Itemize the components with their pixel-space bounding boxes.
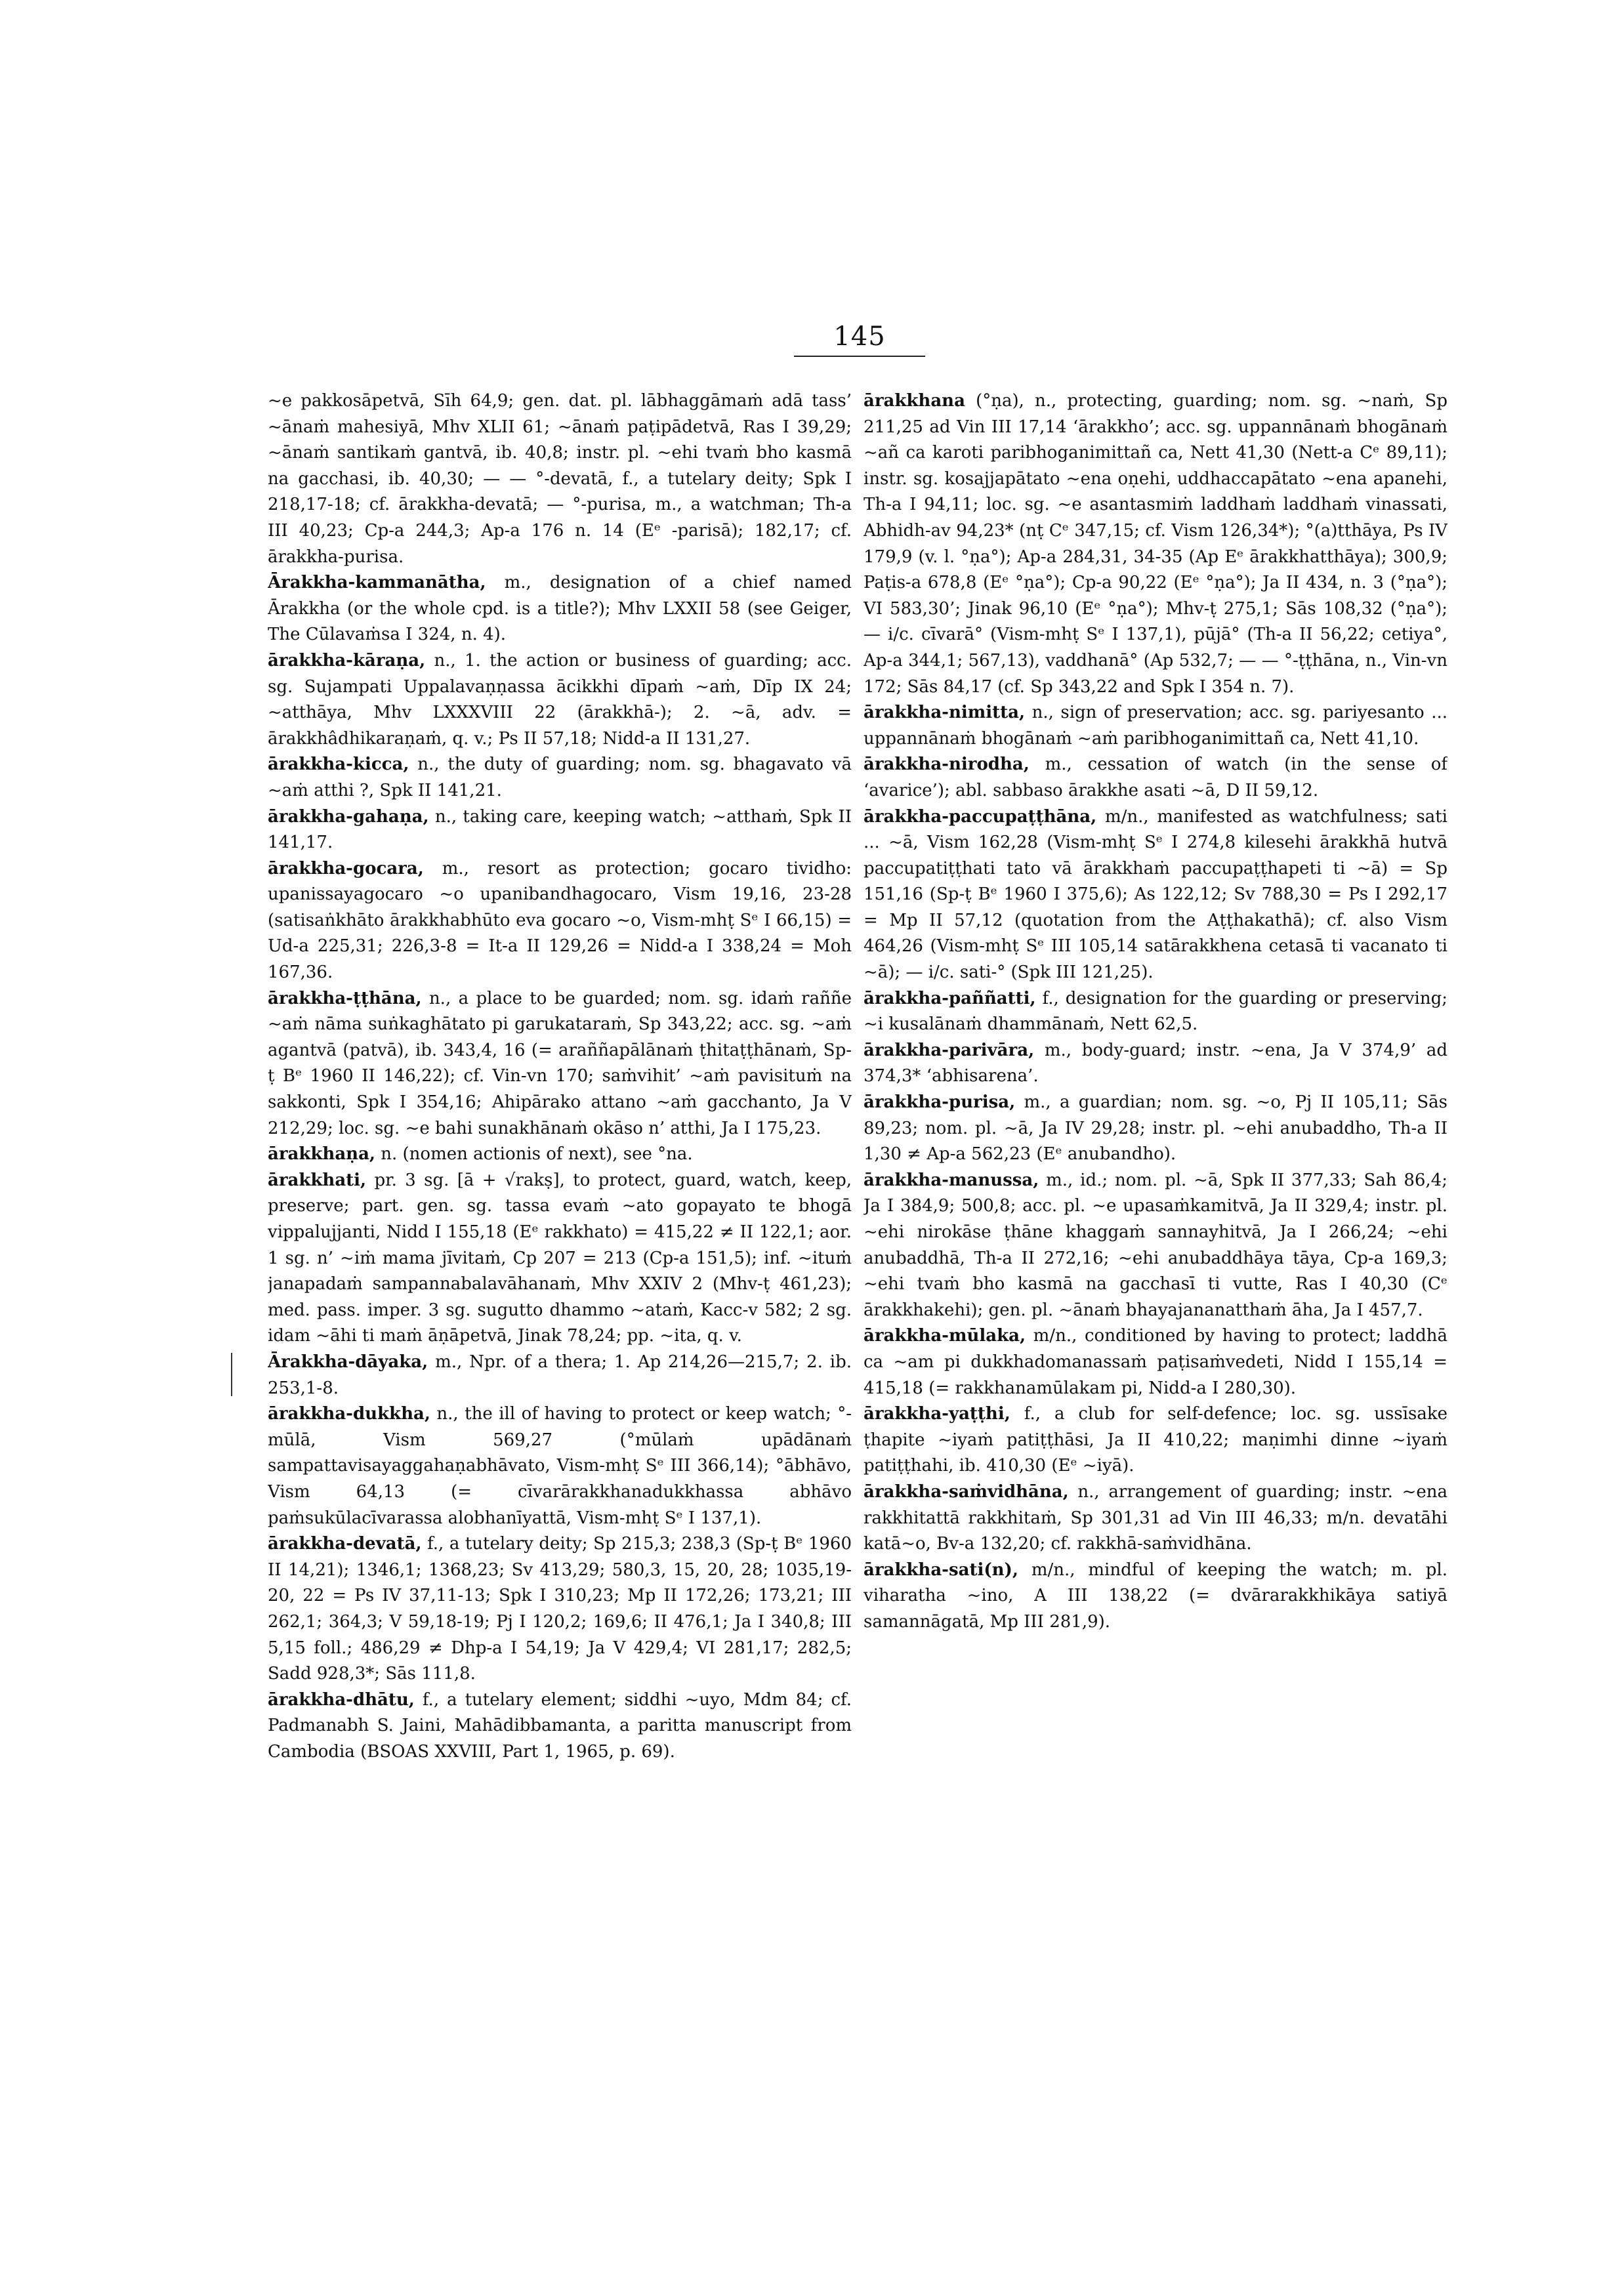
entry-text: f., designation for the guarding or preserving; ~i kusalānaṁ dhammānaṁ, Nett 62,5. (864, 988, 1447, 1035)
entry-headword: ārakkha-sati(n), (864, 1560, 1018, 1580)
entry-text: n., sign of preservation; acc. sg. pariyesanto ... uppannānaṁ bhogānaṁ ~aṁ paribhoganimittañ ca, Nett 41,10. (864, 703, 1447, 749)
header-rule (794, 356, 925, 357)
dictionary-entry (864, 804, 1447, 986)
dictionary-entry (864, 1090, 1447, 1168)
dictionary-entry (864, 986, 1447, 1038)
entry-headword: ārakkha-nirodha, (864, 755, 1030, 775)
entry-text: m., cessation of watch (in the sense of ‘avarice’); abl. sabbaso ārakkhe asati ~ā, D II 59,12. (864, 755, 1447, 800)
entry-headword: ārakkha-ṭṭhāna, (268, 988, 422, 1008)
entry-headword: ārakkha-paññatti, (864, 988, 1036, 1008)
dictionary-entry (268, 752, 852, 804)
entry-text: m., Npr. of a thera; 1. Ap 214,26—215,7; 2. ib. 253,1-8. (268, 1352, 852, 1398)
dictionary-entry (268, 1687, 852, 1766)
dictionary-entry (864, 1038, 1447, 1090)
entry-headword: ārakkha-gahaṇa, (268, 806, 429, 827)
dictionary-entry (864, 388, 1447, 700)
entry-text: m., id.; nom. pl. ~ā, Spk II 377,33; Sah 86,4; Ja I 384,9; 500,8; acc. pl. ~e upasaṁkamitvā, Ja II 329,4; instr. pl. ~ehi nirokāse ṭhāne khaggaṁ sannayhitvā, Ja I 266,24; ~ehi anubaddhā, Th-a II 272,16; ~ehi anubaddhāya tāya, Cp-a 169,3; ~ehi tvaṁ bho kasmā na gacchasī ti vutte, Ras I 40,30 (Cᵉ ārakkhakehi); gen. pl. ~ānaṁ bhayajananatthaṁ āha, Ja I 457,7. (864, 1170, 1447, 1320)
entry-text: m/n., mindful of keeping the watch; m. pl. viharatha ~ino, A III 138,22 (= dvārarakkhikāya satiyā samannāgatā, Mp III 281,9). (864, 1560, 1447, 1632)
entry-headword: ārakkha-paccupaṭṭhāna, (864, 806, 1097, 827)
entry-text: pr. 3 sg. [ā + √rakṣ], to protect, guard, watch, keep, preserve; part. gen. sg. tassa evaṁ ~ato gopayato te bhogā vippalujjanti, Nidd I 155,18 (Eᵉ rakkhato) = 415,22 ≠ II 122,1; aor. 1 sg. n’ ~iṁ mama jīvitaṁ, Cp 207 = 213 (Cp-a 151,5); inf. ~ituṁ janapadaṁ sampannabalavāhanaṁ, Mhv XXIV 2 (Mhv-ṭ 461,23); med. pass. imper. 3 sg. sugutto dhammo ~ataṁ, Kacc-v 582; 2 sg. idam ~āhi ti maṁ āṇāpetvā, Jinak 78,24; pp. ~ita, q. v. (268, 1170, 852, 1346)
entry-headword: Ārakkha-kammanātha, (268, 573, 486, 593)
entry-headword: ārakkha-purisa, (864, 1092, 1016, 1113)
dictionary-entry (268, 1531, 852, 1687)
entry-text: f., a club for self-defence; loc. sg. ussīsake ṭhapite ~iyaṁ patiṭṭhāsi, Ja II 410,22; maṇimhi dinne ~iyaṁ patiṭṭhahi, ib. 410,30 (Eᵉ ~iyā). (864, 1404, 1447, 1476)
dictionary-entry (864, 1558, 1447, 1636)
entry-text: n., the ill of having to protect or keep watch; °-mūlā, Vism 569,27 (°mūlaṁ upādānaṁ sampattavisayaggahaṇabhāvato, Vism-mhṭ Sᵉ III 366,14); °ābhāvo, Vism 64,13 (= cīvarārakkhanadukkhassa abhāvo paṁsukūlacīvarassa alobhanīyattā, Vism-mhṭ Sᵉ I 137,1). (268, 1404, 852, 1528)
entry-headword: ārakkha-kicca, (268, 755, 409, 775)
entry-headword: ārakkha-yaṭṭhi, (864, 1404, 1010, 1424)
entry-text: m., resort as protection; gocaro tividho: upanissayagocaro ~o upanibandhagocaro, Vism 19,16, 23-28 (satisaṅkhāto ārakkhabhūto eva gocaro ~o, Vism-mhṭ Sᵉ I 66,15) = Ud-a 225,31; 226,3-8 = It-a II 129,26 = Nidd-a I 338,24 = Moh 167,36. (268, 858, 852, 983)
dictionary-entry (268, 1401, 852, 1531)
dictionary-entry (864, 1479, 1447, 1558)
entry-headword: ārakkhaṇa, (268, 1144, 375, 1165)
entry-text: m., a guardian; nom. sg. ~o, Pj II 105,11; Sās 89,23; nom. pl. ~ā, Ja IV 29,28; instr. pl. ~ehi anubaddho, Th-a II 1,30 ≠ Ap-a 562,23 (Eᵉ anubandho). (864, 1092, 1447, 1165)
entry-text: n., 1. the action or business of guarding; acc. sg. Sujampati Uppalavaṇṇassa ācikkhi dīpaṁ ~aṁ, Dīp IX 24; ~atthāya, Mhv LXXXVIII 22 (ārakkhā-); 2. ~ā, adv. = ārakkhâdhikaraṇaṁ, q. v.; Ps II 57,18; Nidd-a II 131,27. (268, 650, 852, 749)
entry-text: m., designation of a chief named Ārakkha (or the whole cpd. is a title?); Mhv LXXII 58 (see Geiger, The Cūlavaṁsa I 324, n. 4). (268, 573, 852, 645)
entry-text: m/n., conditioned by having to protect; laddhā ca ~am pi dukkhadomanassaṁ paṭisaṁvedeti, Nidd I 155,14 = 415,18 (= rakkhanamūlakam pi, Nidd-a I 280,30). (864, 1326, 1447, 1398)
entry-text: n., the duty of guarding; nom. sg. bhagavato vā ~aṁ atthi ?, Spk II 141,21. (268, 755, 852, 800)
entry-text: f., a tutelary element; siddhi ~uyo, Mdm 84; cf. Padmanabh S. Jaini, Mahādibbamanta, a paritta manuscript from Cambodia (BSOAS XXVIII, Part 1, 1965, p. 69). (268, 1689, 852, 1762)
dictionary-entry (864, 1401, 1447, 1479)
entry-text: n., arrangement of guarding; instr. ~ena rakkhitattā rakkhitaṁ, Sp 301,31 ad Vin III 46,33; m/n. devatāhi katā~o, Bv-a 132,20; cf. rakkhā-saṁvidhāna. (864, 1481, 1447, 1554)
entry-text: n., taking care, keeping watch; ~atthaṁ, Spk II 141,17. (268, 806, 852, 853)
entry-headword: ārakkha-dhātu, (268, 1689, 415, 1710)
entry-headword: Ārakkha-dāyaka, (268, 1352, 428, 1372)
dictionary-entry (268, 804, 852, 856)
entry-headword: ārakkhana (864, 391, 965, 411)
dictionary-entry (268, 570, 852, 648)
dictionary-entry (268, 648, 852, 752)
entry-headword: ārakkha-mūlaka, (864, 1326, 1026, 1346)
entry-headword: ārakkha-manussa, (864, 1170, 1039, 1190)
dictionary-entry (268, 1142, 852, 1168)
dictionary-entry (864, 1323, 1447, 1401)
margin-mark (231, 1353, 232, 1396)
right-column (864, 388, 1447, 2225)
entry-headword: ārakkha-parivāra, (864, 1040, 1035, 1060)
dictionary-entry (268, 986, 852, 1142)
entry-text: (°ṇa), n., protecting, guarding; nom. sg. ~naṁ, Sp 211,25 ad Vin III 17,14 ‘ārakkho’; acc. sg. uppannānaṁ bhogānaṁ ~añ ca karoti paribhoganimittañ ca, Nett 41,30 (Nett-a Cᵉ 89,11); instr. sg. kosajjapātato ~ena oṇehi, uddhaccapātato ~ena apanehi, Th-a I 94,11; loc. sg. ~e asantasmiṁ laddhaṁ laddhaṁ vinassati, Abhidh-av 94,23* (nṭ Cᵉ 347,15; cf. Vism 126,34*); °(a)tthāya, Ps IV 179,9 (v. l. °ṇa°); Ap-a 284,31, 34-35 (Ap Eᵉ ārakkhatthāya); 300,9; Paṭis-a 678,8 (Eᵉ °ṇa°); Cp-a 90,22 (Eᵉ °ṇa°); Ja II 434, n. 3 (°ṇa°); VI 583,30’; Jinak 96,10 (Eᵉ °ṇa°); Mhv-ṭ 275,1; Sās 108,32 (°ṇa°); — i/c. cīvarā° (Vism-mhṭ Sᵉ I 137,1), pūjā° (Th-a II 56,22; cetiya°, Ap-a 344,1; 567,13), vaddhanā° (Ap 532,7; — — °-ṭṭhāna, n., Vin-vn 172; Sās 84,17 (cf. Sp 343,22 and Spk I 354 n. 7). (864, 391, 1447, 697)
entry-headword: ārakkha-devatā, (268, 1534, 422, 1554)
dictionary-entry (268, 1350, 852, 1401)
entry-text: f., a tutelary deity; Sp 215,3; 238,3 (Sp-ṭ Bᵉ 1960 II 14,21); 1346,1; 1368,23; Sv 413,29; 580,3, 15, 20, 28; 1035,19-20, 22 = Ps IV 37,11-13; Spk I 310,23; Mp II 172,26; 173,21; III 262,1; 364,3; V 59,18-19; Pj I 120,2; 169,6; II 476,1; Ja I 340,8; III 5,15 foll.; 486,29 ≠ Dhp-a I 54,19; Ja V 429,4; VI 281,17; 282,5; Sadd 928,3*; Sās 111,8. (268, 1534, 852, 1684)
entry-text: m., body-guard; instr. ~ena, Ja V 374,9’ ad 374,3* ‘abhisarena’. (864, 1040, 1447, 1086)
dictionary-entry (268, 388, 852, 570)
dictionary-entry (864, 1168, 1447, 1324)
entry-text: n. (nomen actionis of next), see °na. (381, 1144, 693, 1165)
entry-text: m/n., manifested as watchfulness; sati ... ~ā, Vism 162,28 (Vism-mhṭ Sᵉ I 274,8 kilesehi ārakkhā hutvā paccupatiṭṭhati tato vā ārakkhaṁ paccupaṭṭhapeti ti ~ā) = Sp 151,16 (Sp-ṭ Bᵉ 1960 I 375,6); As 122,12; Sv 788,30 = Ps I 292,17 = Mp II 57,12 (quotation from the Aṭṭhakathā); cf. also Vism 464,26 (Vism-mhṭ Sᵉ III 105,14 satārakkhena cetasā ti vacanato ti ~ā); — i/c. sati-° (Spk III 121,25). (864, 806, 1447, 983)
entry-text: n., a place to be guarded; nom. sg. idaṁ raññe ~aṁ nāma suṅkaghātato pi garukataraṁ, Sp 343,22; acc. sg. ~aṁ agantvā (patvā), ib. 343,4, 16 (= araññapālānaṁ ṭhitaṭṭhānaṁ, Sp-ṭ Bᵉ 1960 II 146,22); cf. Vin-vn 170; saṁvihit’ ~aṁ pavisituṁ na sakkonti, Spk I 354,16; Ahipārako attano ~aṁ gacchanto, Ja V 212,29; loc. sg. ~e bahi sunakhānaṁ okāso n’ atthi, Ja I 175,23. (268, 988, 852, 1138)
entry-headword: ārakkhati, (268, 1170, 367, 1190)
left-column (268, 388, 852, 2225)
entry-headword: ārakkha-nimitta, (864, 703, 1026, 723)
dictionary-entry (268, 1168, 852, 1350)
dictionary-entry (864, 752, 1447, 804)
dictionary-entry (268, 856, 852, 986)
dictionary-entry (864, 700, 1447, 752)
entry-headword: ārakkha-dukkha, (268, 1404, 430, 1424)
entry-headword: ārakkha-saṁvidhāna, (864, 1481, 1069, 1502)
entry-text: ~e pakkosāpetvā, Sīh 64,9; gen. dat. pl. lābhaggāmaṁ adā tass’ ~ānaṁ mahesiyā, Mhv XLII 61; ~ānaṁ paṭipādetvā, Ras I 39,29; ~ānaṁ santikaṁ gantvā, ib. 40,8; instr. pl. ~ehi tvaṁ bho kasmā na gacchasi, ib. 40,30; — — °-devatā, f., a tutelary deity; Spk I 218,17-18; cf. ārakkha-devatā; — °-purisa, m., a watchman; Th-a III 40,23; Cp-a 244,3; Ap-a 176 n. 14 (Eᵉ -parisā); 182,17; cf. ārakkha-purisa. (268, 391, 852, 567)
entry-headword: ārakkha-gocara, (268, 858, 424, 879)
page-number: 145 (833, 321, 886, 352)
entry-headword: ārakkha-kāraṇa, (268, 650, 426, 671)
